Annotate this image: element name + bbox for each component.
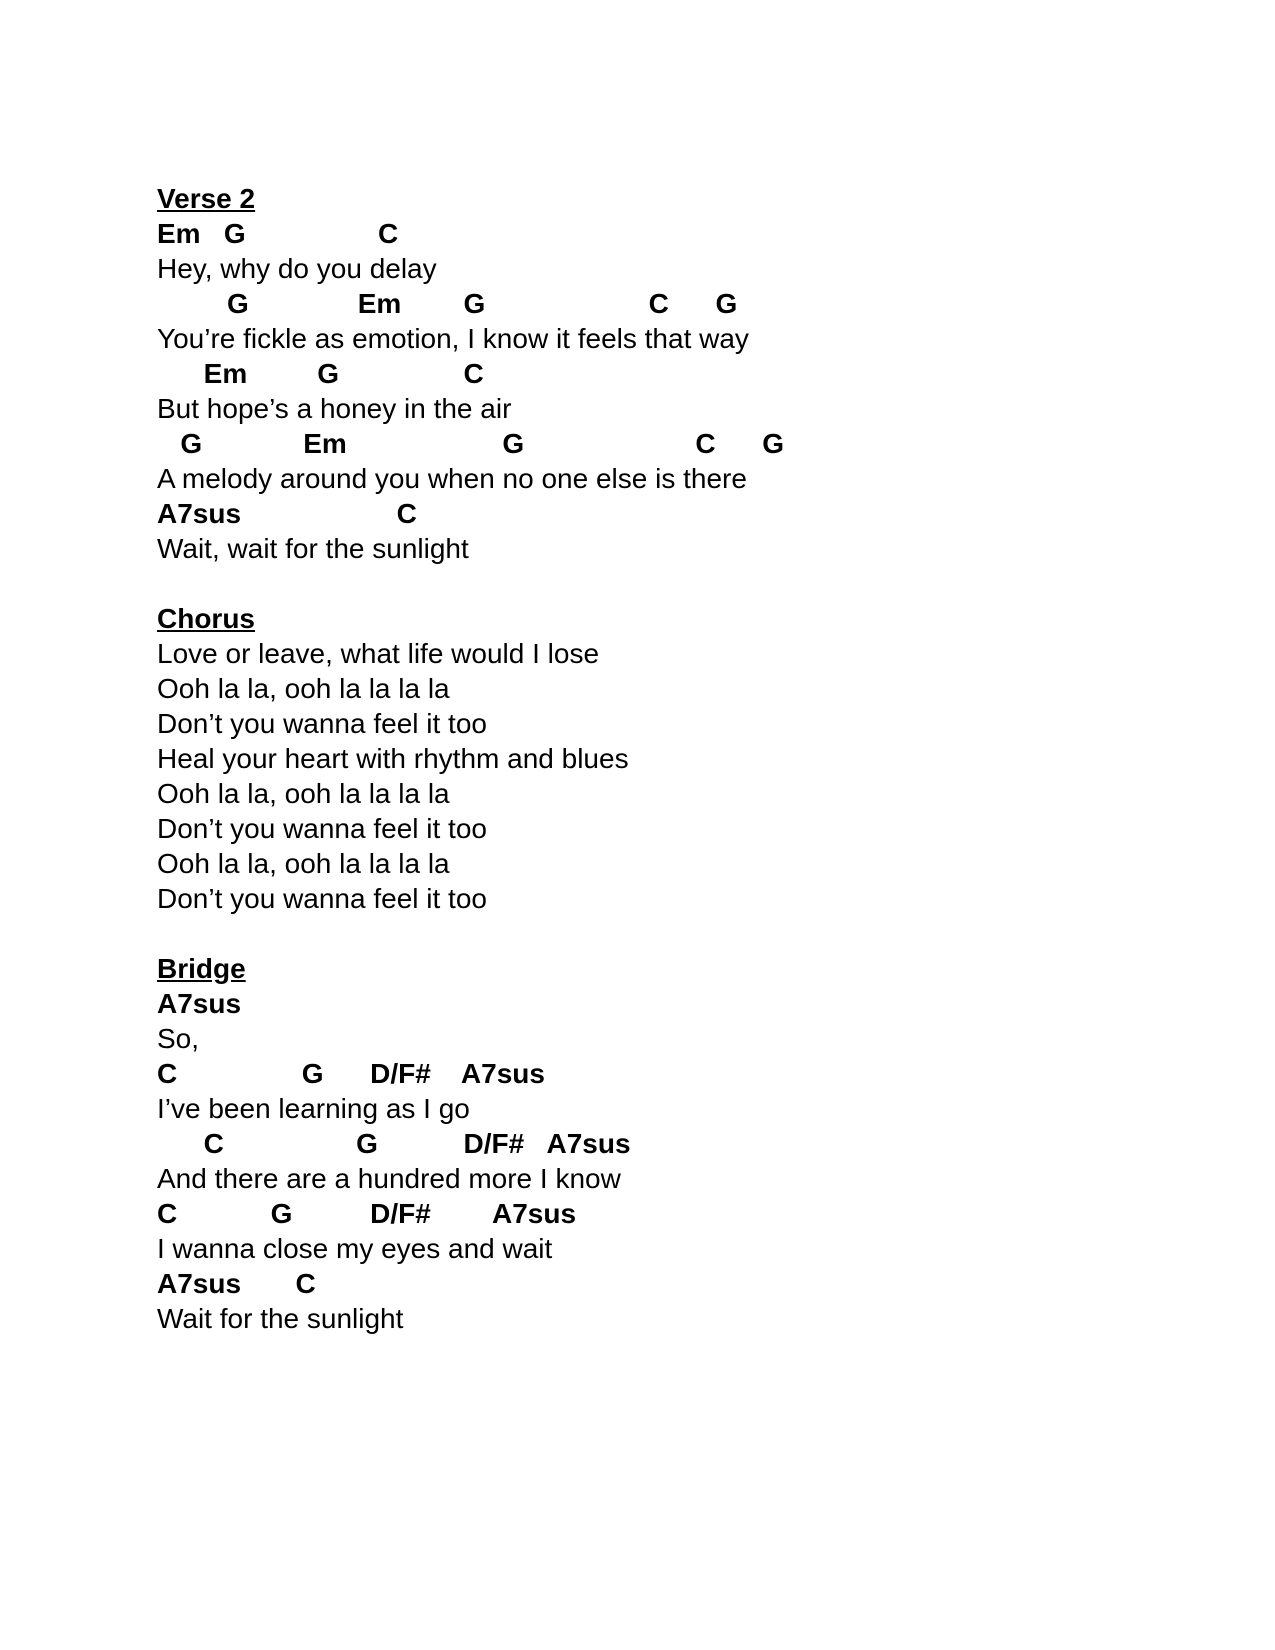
lyric-line: Ooh la la, ooh la la la la bbox=[157, 778, 450, 809]
lyric-line: And there are a hundred more I know bbox=[157, 1163, 621, 1194]
lyric-line: But hope’s a honey in the air bbox=[157, 393, 512, 424]
chord-line: C G D/F# A7sus bbox=[157, 1128, 631, 1159]
song-sheet bbox=[157, 181, 1157, 1336]
chord-line: G Em G C G bbox=[157, 428, 785, 459]
lyric-line: Love or leave, what life would I lose bbox=[157, 638, 600, 669]
lyric-line: Ooh la la, ooh la la la la bbox=[157, 848, 450, 879]
chord-line: G Em G C G bbox=[157, 288, 738, 319]
lyric-line: I’ve been learning as I go bbox=[157, 1093, 470, 1124]
chord-line: A7sus bbox=[157, 988, 242, 1019]
chord-line: C G D/F# A7sus bbox=[157, 1198, 577, 1229]
lyric-line: Wait for the sunlight bbox=[157, 1303, 404, 1334]
chord-line: Em G C bbox=[157, 218, 399, 249]
section-spacer bbox=[157, 916, 1157, 951]
chord-line: A7sus C bbox=[157, 1268, 316, 1299]
lyric-line: So, bbox=[157, 1023, 200, 1054]
chord-line: Em G C bbox=[157, 358, 484, 389]
lyric-line: Don’t you wanna feel it too bbox=[157, 883, 487, 914]
chord-line: A7sus C bbox=[157, 498, 417, 529]
section-header-chorus: Chorus bbox=[157, 603, 255, 634]
lyric-line: Ooh la la, ooh la la la la bbox=[157, 673, 450, 704]
lyric-line: Heal your heart with rhythm and blues bbox=[157, 743, 629, 774]
lyric-line: Don’t you wanna feel it too bbox=[157, 708, 487, 739]
section-spacer bbox=[157, 566, 1157, 601]
chord-line: C G D/F# A7sus bbox=[157, 1058, 545, 1089]
lyric-line: A melody around you when no one else is there bbox=[157, 463, 747, 494]
section-header-verse-2: Verse 2 bbox=[157, 183, 256, 214]
lyric-line: Hey, why do you delay bbox=[157, 253, 437, 284]
lyric-line: You’re fickle as emotion, I know it feels that way bbox=[157, 323, 749, 354]
lyric-line: I wanna close my eyes and wait bbox=[157, 1233, 553, 1264]
section-header-bridge: Bridge bbox=[157, 953, 246, 984]
lyric-line: Wait, wait for the sunlight bbox=[157, 533, 469, 564]
lyric-line: Don’t you wanna feel it too bbox=[157, 813, 487, 844]
